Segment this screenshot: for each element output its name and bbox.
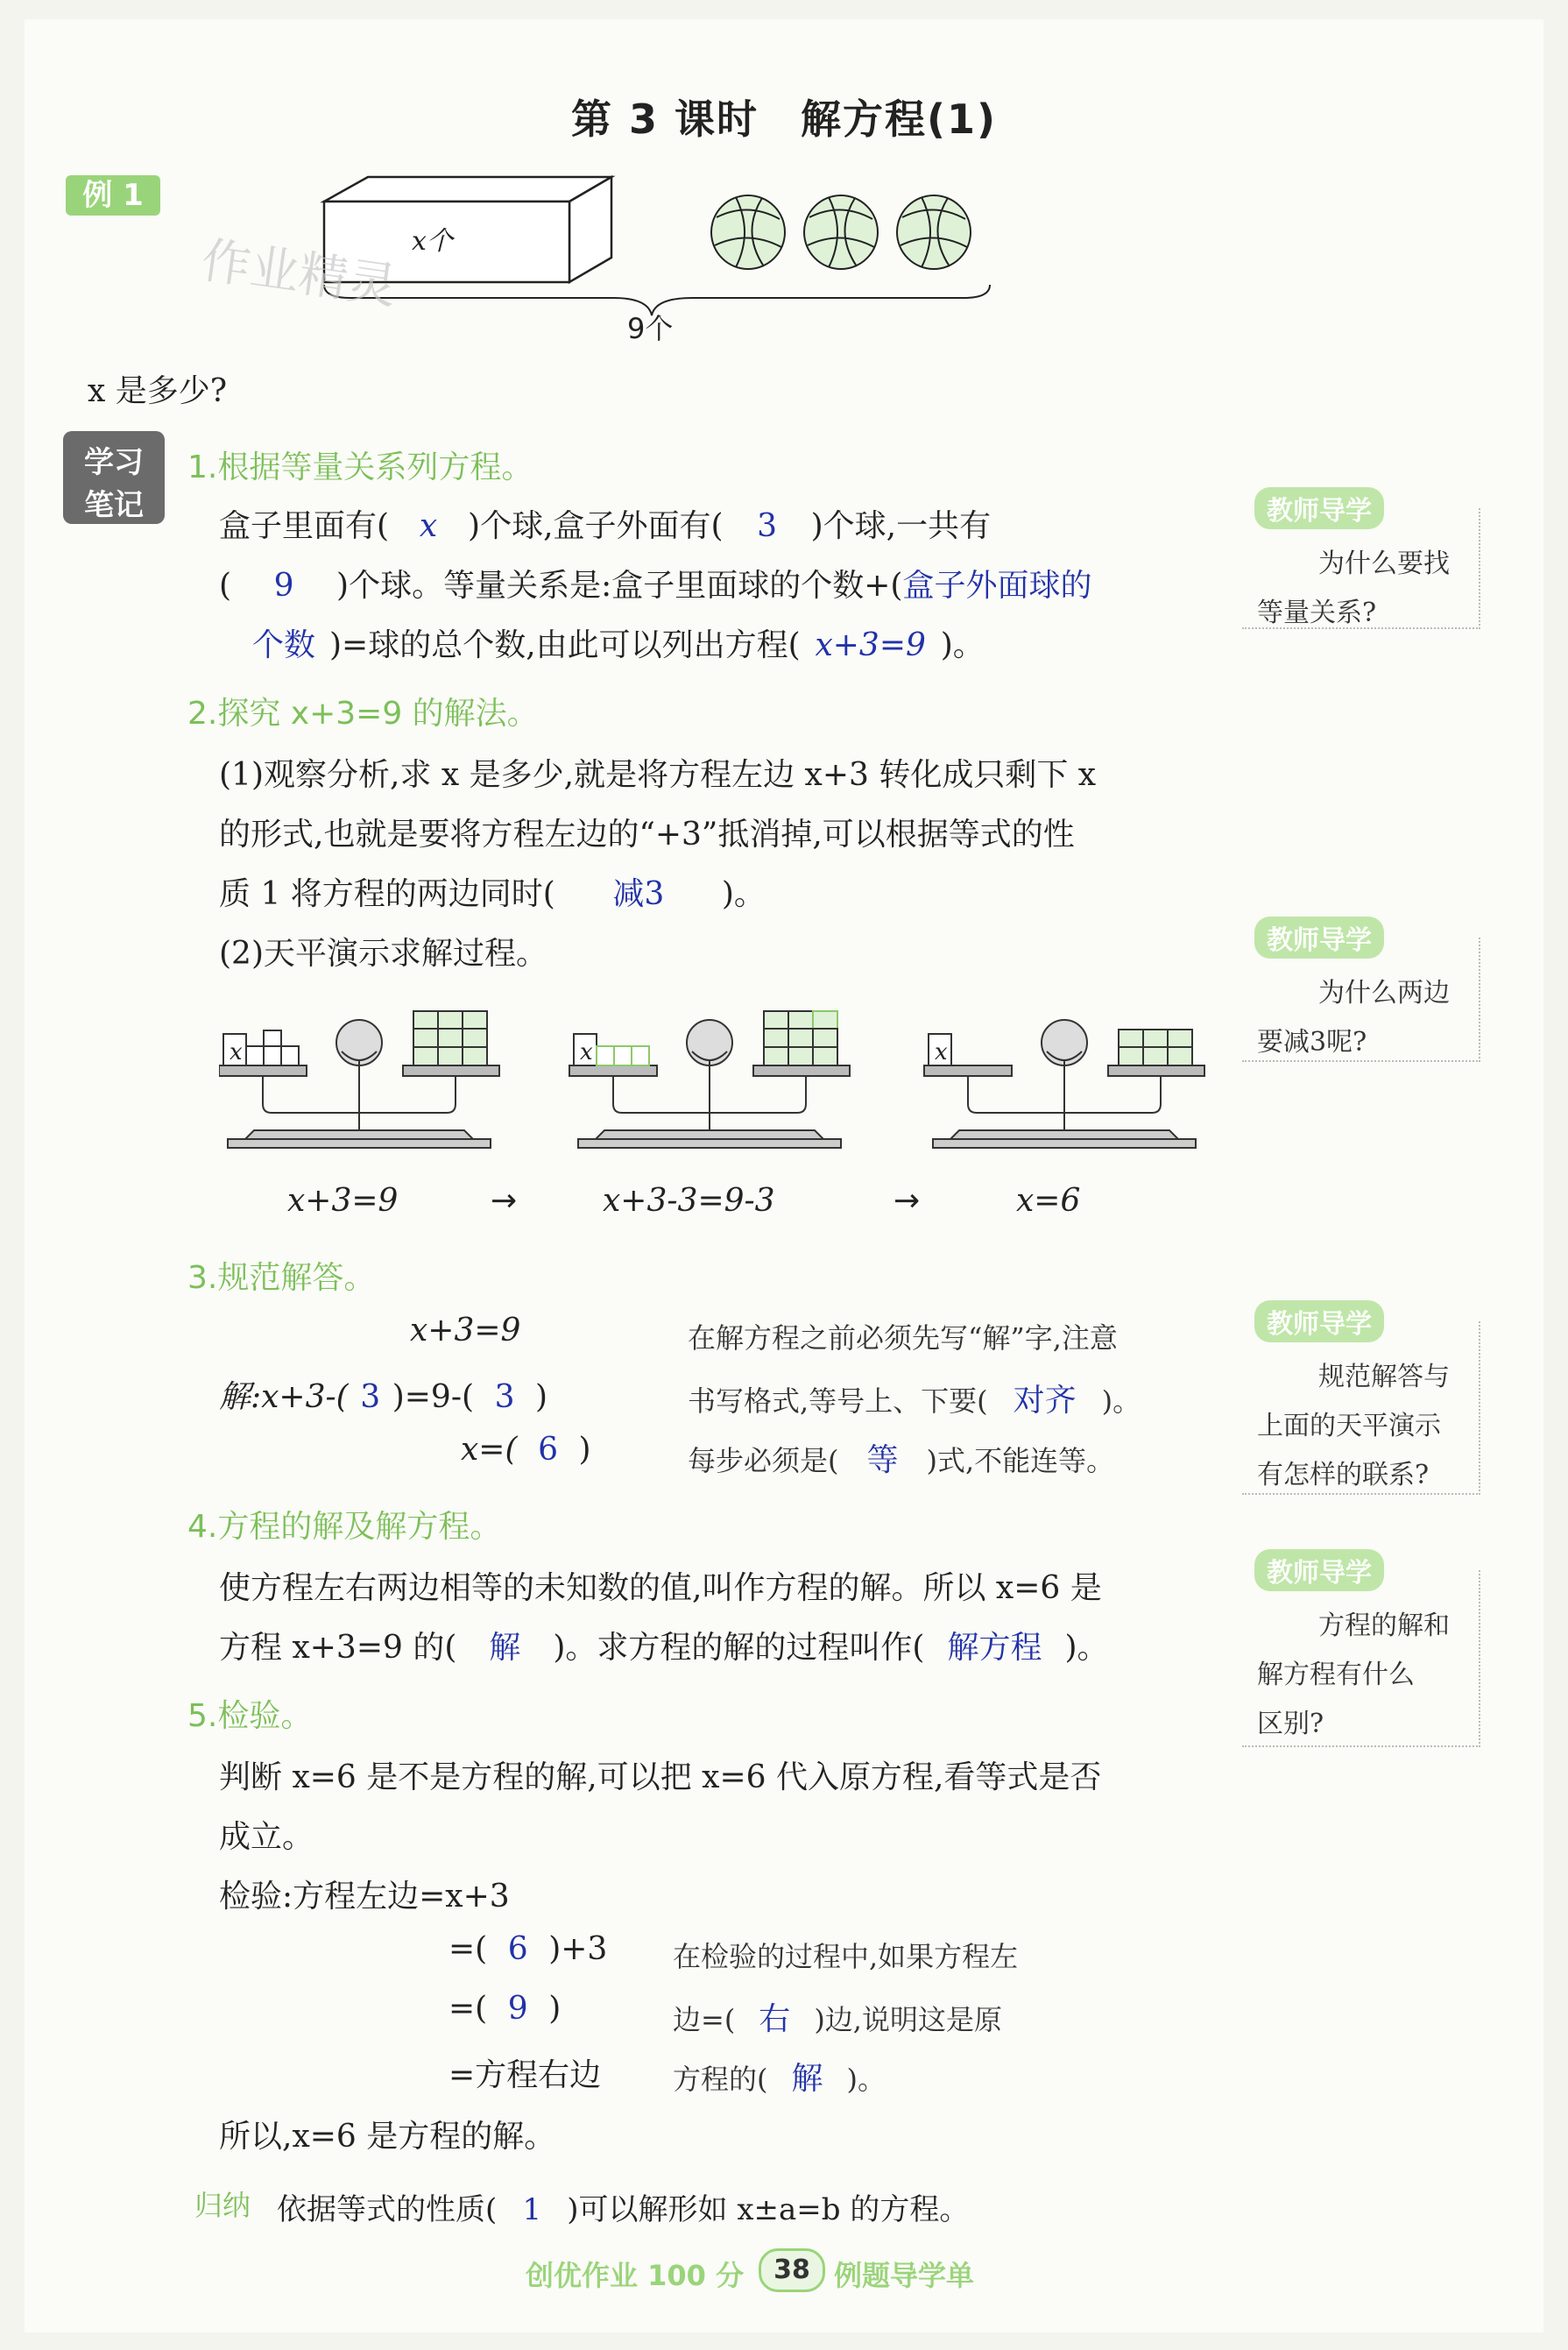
tip-line: 区别? bbox=[1257, 1709, 1324, 1739]
answer: 右 bbox=[759, 2001, 791, 2037]
study-notes-line1: 学习 bbox=[84, 445, 144, 480]
check-note3 bbox=[673, 2054, 886, 2099]
text: 方程 x+3=9 的( bbox=[219, 1630, 457, 1666]
text: 边=( bbox=[673, 2003, 736, 2036]
text: 依据等式的性质( bbox=[277, 2192, 498, 2227]
answer: 等 bbox=[866, 1442, 899, 1478]
section5-line1: 判断 x=6 是不是方程的解,可以把 x=6 代入原方程,看等式是否 bbox=[219, 1759, 1102, 1795]
text: )。 bbox=[721, 876, 766, 912]
balance-1 bbox=[219, 1011, 499, 1148]
text: )个球,一共有 bbox=[810, 508, 992, 544]
text: =( bbox=[449, 1931, 488, 1967]
tip-line: 为什么两边 bbox=[1318, 978, 1450, 1009]
text: )。 bbox=[1101, 1384, 1141, 1418]
tip-tag: 教师导学 bbox=[1254, 917, 1384, 959]
check-note1: 在检验的过程中,如果方程左 bbox=[673, 1940, 1019, 1973]
balance-1-box-label: x bbox=[230, 1039, 243, 1065]
balance-illustration bbox=[219, 990, 1226, 1170]
footer-left: 创优作业 100 分 bbox=[526, 2259, 745, 2292]
text: 解:x+3-( bbox=[219, 1379, 349, 1415]
tip-tag: 教师导学 bbox=[1254, 1300, 1384, 1342]
check-row1 bbox=[449, 1931, 607, 1967]
solution-line3 bbox=[461, 1432, 591, 1468]
section1-heading: 1.根据等量关系列方程。 bbox=[187, 449, 533, 485]
section1-line3 bbox=[219, 620, 985, 665]
box-label: x个 bbox=[412, 226, 453, 257]
tip-line: 解方程有什么 bbox=[1257, 1660, 1415, 1690]
tip-line: 为什么要找 bbox=[1318, 549, 1450, 579]
text: x=( bbox=[461, 1432, 518, 1468]
tip-line: 有怎样的联系? bbox=[1257, 1460, 1430, 1490]
section4-heading: 4.方程的解及解方程。 bbox=[187, 1509, 502, 1545]
text: )边,说明这是原 bbox=[814, 2003, 1002, 2036]
answer: 对齐 bbox=[1013, 1383, 1077, 1419]
balance-2-box-label: x bbox=[580, 1039, 593, 1065]
answer: 解方程 bbox=[947, 1630, 1042, 1666]
text: =( bbox=[449, 1991, 488, 2027]
example-badge: 例 1 bbox=[66, 175, 160, 216]
study-notes-badge bbox=[63, 431, 165, 524]
tip-line: 等量关系? bbox=[1257, 598, 1377, 628]
answer: 个数 bbox=[251, 627, 315, 663]
watermark: 作业精灵 bbox=[197, 231, 400, 316]
text: 方程的( bbox=[673, 2063, 768, 2096]
answer: x bbox=[419, 508, 438, 544]
answer: 减3 bbox=[612, 876, 665, 912]
answer: 解 bbox=[489, 1630, 521, 1666]
text: 每步必须是( bbox=[688, 1444, 839, 1477]
section4-line2 bbox=[219, 1623, 1109, 1667]
tip-tag: 教师导学 bbox=[1254, 487, 1384, 529]
balance-eq1: x+3=9 bbox=[287, 1183, 399, 1219]
solution-note2 bbox=[688, 1376, 1141, 1420]
arrow-icon: → bbox=[491, 1183, 518, 1219]
section5-line3: 检验:方程左边=x+3 bbox=[219, 1879, 510, 1915]
answer: x+3=9 bbox=[815, 627, 926, 663]
text: ) bbox=[578, 1432, 591, 1468]
solution-line1: x+3=9 bbox=[410, 1313, 521, 1348]
text: )。 bbox=[1064, 1630, 1109, 1666]
text: 书写格式,等号上、下要( bbox=[688, 1384, 988, 1418]
summary-tag: 归纳 bbox=[194, 2189, 251, 2222]
text: ) bbox=[535, 1379, 548, 1415]
text: )=9-( bbox=[392, 1379, 475, 1415]
answer: 3 bbox=[494, 1379, 515, 1415]
text: )+3 bbox=[548, 1931, 608, 1967]
check-row2 bbox=[449, 1991, 561, 2027]
answer: 3 bbox=[360, 1379, 381, 1415]
page-number: 38 bbox=[759, 2248, 825, 2292]
section5-heading: 5.检验。 bbox=[187, 1698, 313, 1734]
section2-p1c bbox=[219, 869, 766, 914]
section3-heading: 3.规范解答。 bbox=[187, 1260, 376, 1296]
page-title: 第 3 课时 解方程(1) bbox=[570, 96, 998, 143]
example-question: x 是多少? bbox=[88, 373, 228, 409]
study-notes-line2: 笔记 bbox=[84, 488, 144, 523]
text: )式,不能连等。 bbox=[926, 1444, 1115, 1477]
section2-heading: 2.探究 x+3=9 的解法。 bbox=[187, 696, 539, 732]
volleyball-icon bbox=[711, 195, 785, 269]
section5-conclusion: 所以,x=6 是方程的解。 bbox=[219, 2119, 556, 2155]
tip-line: 上面的天平演示 bbox=[1257, 1411, 1441, 1441]
page-background bbox=[25, 19, 1543, 2332]
summary-line bbox=[277, 2185, 969, 2228]
tip-line: 方程的解和 bbox=[1318, 1610, 1450, 1641]
tip-line: 要减3呢? bbox=[1257, 1027, 1367, 1058]
tip-tag: 教师导学 bbox=[1254, 1549, 1384, 1591]
brace-label: 9个 bbox=[627, 312, 674, 345]
section1-line1 bbox=[219, 501, 991, 546]
balance-eq3: x=6 bbox=[1016, 1183, 1081, 1219]
text: 盒子里面有( bbox=[219, 508, 390, 544]
balance-eq2: x+3-3=9-3 bbox=[603, 1183, 775, 1219]
section1-line2 bbox=[219, 561, 1091, 605]
text: ) bbox=[548, 1991, 562, 2027]
text: ( bbox=[219, 568, 232, 604]
arrow-icon: → bbox=[893, 1183, 921, 1219]
text: )=球的总个数,由此可以列出方程( bbox=[329, 627, 801, 663]
section5-line2: 成立。 bbox=[219, 1819, 314, 1855]
section2-p2: (2)天平演示求解过程。 bbox=[219, 936, 547, 972]
answer: 1 bbox=[522, 2192, 542, 2227]
solution-note3 bbox=[688, 1435, 1114, 1480]
text: )个球。等量关系是:盒子里面球的个数+( bbox=[336, 568, 903, 604]
answer: 盒子外面球的 bbox=[902, 568, 1092, 604]
section2-p1a: (1)观察分析,求 x 是多少,就是将方程左边 x+3 转化成只剩下 x bbox=[219, 757, 1097, 793]
tip-line: 规范解答与 bbox=[1318, 1362, 1450, 1392]
answer: 9 bbox=[273, 568, 294, 604]
answer: 6 bbox=[507, 1931, 528, 1967]
text: )。 bbox=[940, 627, 985, 663]
balance-2 bbox=[569, 1011, 850, 1148]
check-row3: =方程右边 bbox=[449, 2057, 602, 2093]
check-note2 bbox=[673, 1994, 1002, 2039]
footer-right: 例题导学单 bbox=[834, 2259, 975, 2292]
text: )可以解形如 x±a=b 的方程。 bbox=[567, 2192, 970, 2227]
answer: 解 bbox=[791, 2061, 823, 2097]
section2-p1b: 的形式,也就是要将方程左边的“+3”抵消掉,可以根据等式的性 bbox=[219, 817, 1075, 853]
answer: 3 bbox=[757, 508, 778, 544]
solution-note1: 在解方程之前必须先写“解”字,注意 bbox=[688, 1321, 1118, 1355]
text: )。 bbox=[846, 2063, 886, 2096]
answer: 6 bbox=[538, 1432, 558, 1468]
section4-line1: 使方程左右两边相等的未知数的值,叫作方程的解。所以 x=6 是 bbox=[219, 1570, 1102, 1606]
text: )个球,盒子外面有( bbox=[468, 508, 724, 544]
balance-3 bbox=[924, 1020, 1204, 1148]
balance-3-box-label: x bbox=[935, 1039, 948, 1065]
answer: 9 bbox=[507, 1991, 528, 2027]
text: 质 1 将方程的两边同时( bbox=[219, 876, 555, 912]
text: )。求方程的解的过程叫作( bbox=[553, 1630, 925, 1666]
solution-line2 bbox=[219, 1372, 547, 1417]
